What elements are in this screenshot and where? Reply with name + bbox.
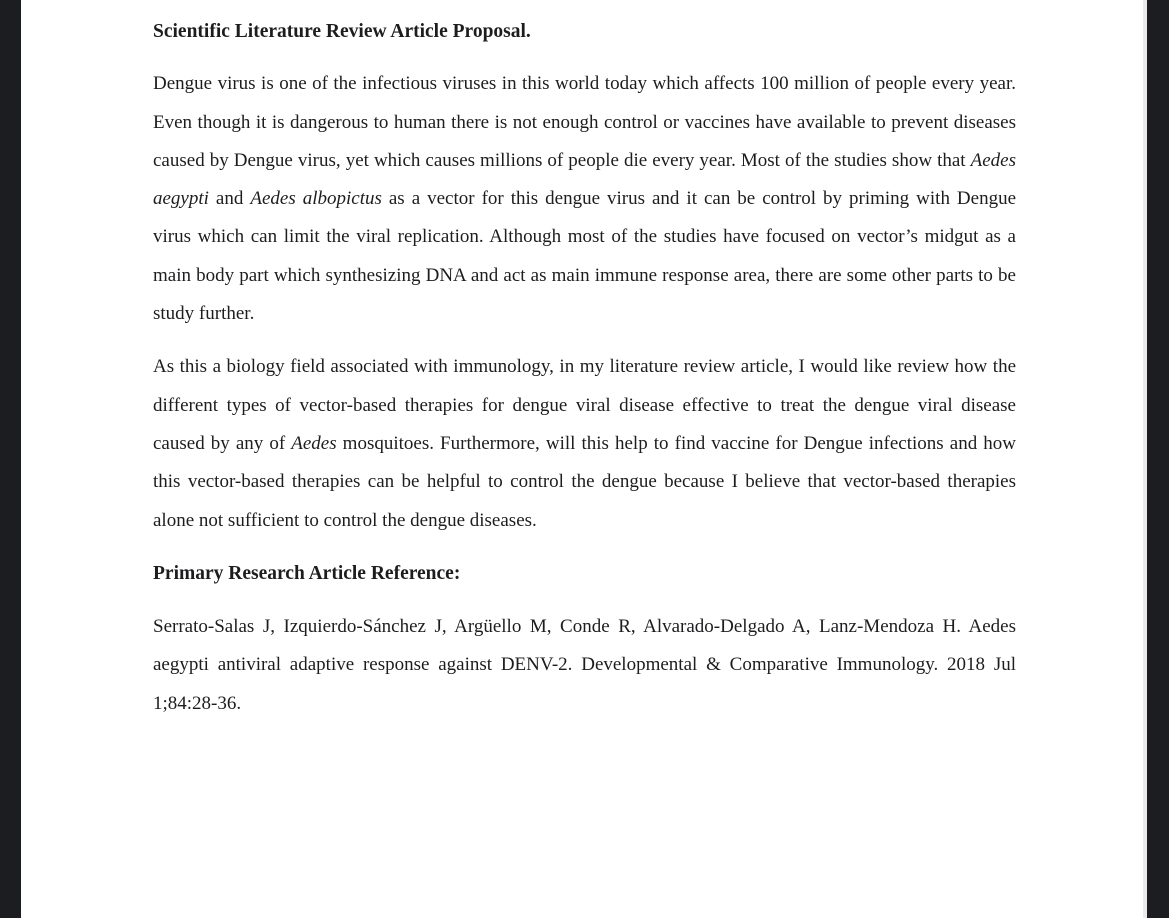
- viewer-left-gutter: [0, 0, 21, 918]
- reference-heading: Primary Research Article Reference:: [153, 562, 461, 584]
- proposal-paragraph-1: Dengue virus is one of the infectious viruses in this world today which affects 100 million of people every year. Even though it is dangerous to human there is not enough control or vaccines have available to prevent diseases caused by Dengue virus, yet which causes millions of people die every year. Most of the studies show that Aedes aegypti and Aedes albopictus as a vector for this dengue virus and it can be control by priming with Dengue virus which can limit the viral replication. Although most of the studies have focused on vector’s midgut as a main body part which synthesizing DNA and act as main immune response area, there are some other parts to be study further.: [153, 73, 1017, 325]
- document-title: Scientific Literature Review Article Proposal.: [153, 21, 531, 42]
- proposal-paragraph-2: As this a biology field associated with immunology, in my literature review article, I would like review how the different types of vector-based therapies for dengue viral disease effective to treat the dengue viral disease caused by any of Aedes mosquitoes. Furthermore, will this help to find vaccine for Dengue infections and how this vector-based therapies can be helpful to control the dengue because I believe that vector-based therapies alone not sufficient to control the dengue diseases.: [153, 356, 1016, 531]
- reference-text: Serrato-Salas J, Izquierdo-Sánchez J, Argüello M, Conde R, Alvarado-Delgado A, Lanz-Mendoza H. Aedes aegypti antiviral adaptive response against DENV-2. Developmental & Comparative Immunology. 2018 Jul 1;84:28-36.: [153, 616, 1016, 714]
- document-page: [21, 0, 1143, 918]
- viewer-right-gutter: [1147, 0, 1169, 918]
